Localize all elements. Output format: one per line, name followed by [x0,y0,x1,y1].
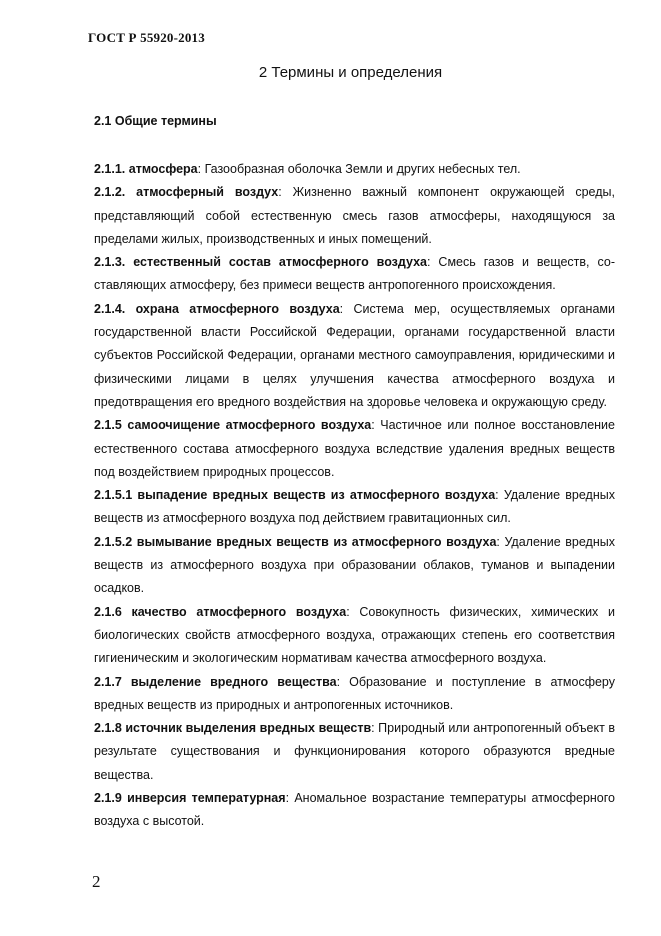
term-entry [94,484,615,531]
term-entry [94,158,615,181]
terms-list [94,158,615,834]
term-entry [94,787,615,834]
term-entry [94,181,615,251]
page-number: 2 [92,872,101,891]
term-entry [94,414,615,484]
term-heading: 2.1.5.1 выпадение вредных веществ из атмосферного воздуха [94,488,496,503]
term-entry [94,531,615,601]
term-definition: : Смесь газов и веществ, составляющих атмосферу, без примеси веществ антропогенного происхождения. [94,255,615,293]
term-heading: 2.1.9 инверсия температурная [94,791,286,806]
term-entry [94,298,615,414]
term-definition: : Жизненно важный компонент окружающей среды, представляющий собой естественную смесь газов атмосферы, находящуюся за пределами жилых, производственных и иных помещений. [94,185,615,246]
term-entry [94,251,615,298]
term-heading: 2.1.5.2 вымывание вредных веществ из атмосферного воздуха [94,534,497,549]
term-definition: : Удаление вредных веществ из атмосферного воздуха при образовании облаков, туманов и выпадении осадков. [94,534,615,596]
term-definition: : Система мер, осуществляемых органами государственной власти Российской Федерации, органами государственной власти субъектов Российской Федерации, органами местного самоуправления, юридическими и физическими лицами в целях улучшения качества атмосферного воздуха и предотвращения его вредного воздействия на здоровье человека и окружающую среду. [94,301,615,409]
term-heading: 2.1.2. атмосферный воздух [94,185,279,200]
term-heading: 2.1.8 источник выделения вредных веществ [94,721,372,736]
term-entry [94,671,615,718]
term-heading: 2.1.4. охрана атмосферного воздуха [94,301,340,316]
term-definition: : Газообразная оболочка Земли и других небесных тел. [197,162,521,176]
term-heading: 2.1.5 самоочищение атмосферного воздуха [94,418,372,433]
term-definition: : Природный или антропогенный объект в результате существования и функционирования которого образуются вредные вещества. [94,721,615,782]
term-heading: 2.1.1. атмосфера [94,162,198,176]
term-definition: : Образование и поступление в атмосферу вредных веществ из природных и антропогенных источников. [94,674,615,712]
term-definition: : Совокупность физических, химических и биологических свойств атмосферного воздуха, отражающих степень его соответствия гигиеническим и экологическим нормативам качества атмосферного воздуха. [94,604,615,666]
term-definition: : Аномальное возрастание температуры атмосферного воздуха с высотой. [94,791,615,829]
term-entry [94,717,615,787]
term-definition: : Частичное или полное восстановление естественного состава атмосферного воздуха вследствие удаления вредных веществ под воздействием природных процессов. [94,418,615,479]
standard-header: ГОСТ Р 55920-2013 [88,30,205,45]
term-definition: : Удаление вредных веществ из атмосферного воздуха под действием гравитационных сил. [94,488,615,526]
term-entry [94,601,615,671]
term-heading: 2.1.3. естественный состав атмосферного воздуха [94,255,427,270]
section-title: 2 Термины и определения [258,64,443,81]
term-heading: 2.1.7 выделение вредного вещества [94,674,337,689]
subsection-title: 2.1 Общие термины [94,114,217,128]
term-heading: 2.1.6 качество атмосферного воздуха [94,604,347,619]
